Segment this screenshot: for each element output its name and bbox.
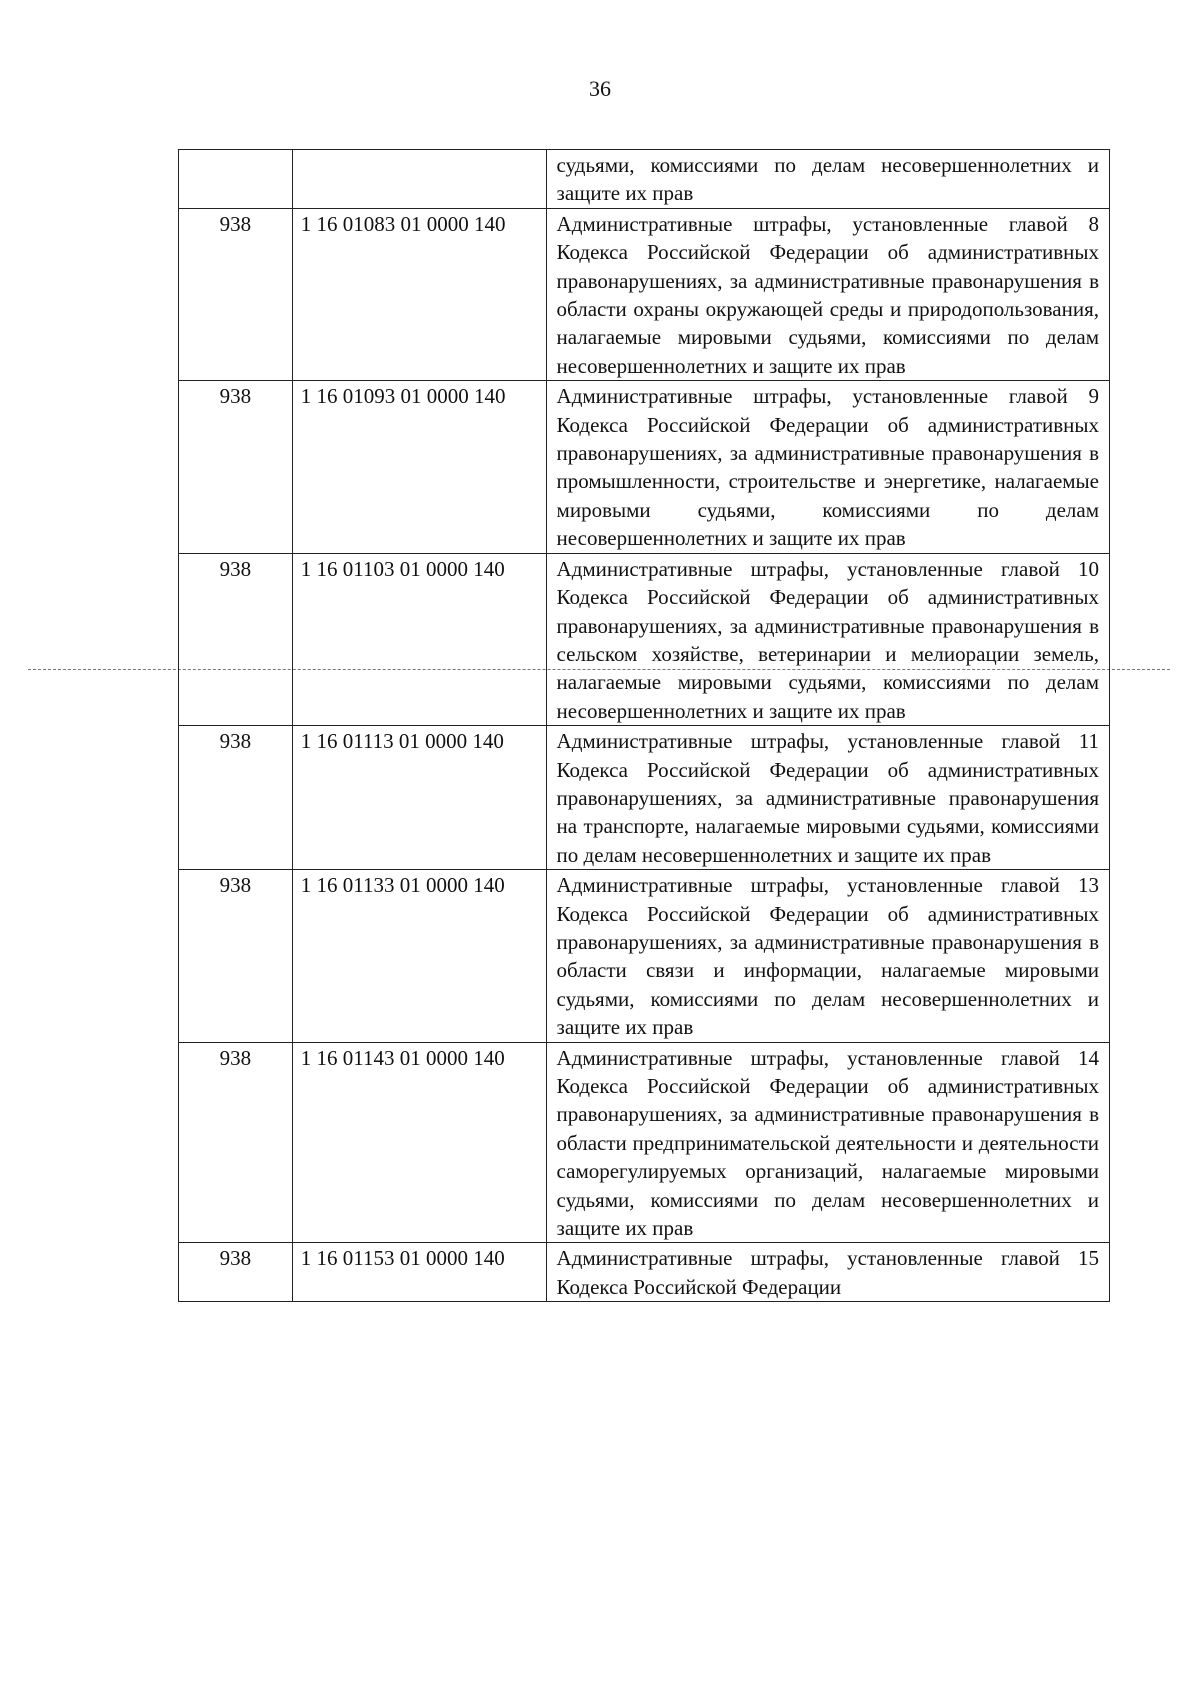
budget-code-cell: 1 16 01093 01 0000 140 — [292, 381, 546, 553]
description-cell — [546, 208, 1109, 380]
budget-code-cell: 1 16 01133 01 0000 140 — [292, 870, 546, 1042]
admin-code-cell: 938 — [179, 381, 293, 553]
budget-code-cell: 1 16 01103 01 0000 140 — [292, 553, 546, 725]
description-text: Административные штрафы, установленные главой 10 Кодекса Российской Федерации об административных правонарушениях, за административные правонарушения в сельском хозяйстве, ветеринарии и мелиорации земель, налагаемые мировыми судьями, комиссиями по делам несовершеннолетних и защите их прав — [556, 556, 1099, 723]
table-row — [179, 1042, 1110, 1243]
description-text: Административные штрафы, установленные главой 15 Кодекса Российской Федерации — [556, 1246, 1099, 1299]
description-cell — [546, 1042, 1109, 1243]
description-text: Административные штрафы, установленные главой 8 Кодекса Российской Федерации об административных правонарушениях, за административные правонарушения в области охраны окружающей среды и природопользования, налагаемые мировыми судьями, комиссиями по делам несовершеннолетних и защите их прав — [556, 211, 1099, 378]
budget-code-cell: 1 16 01113 01 0000 140 — [292, 726, 546, 870]
revenue-codes-table — [178, 149, 1110, 1302]
description-cell — [546, 1243, 1109, 1302]
table-row — [179, 870, 1110, 1042]
table-row — [179, 1243, 1110, 1302]
description-text: судьями, комиссиями по делам несовершеннолетних и защите их прав — [556, 153, 1099, 206]
admin-code-cell: 938 — [179, 208, 293, 380]
page-number: 36 — [589, 76, 611, 101]
description-text: Административные штрафы, установленные главой 14 Кодекса Российской Федерации об административных правонарушениях, за административные правонарушения в области предпринимательской деятельности и деятельности саморегулируемых организаций, налагаемые мировыми судьями, комиссиями по делам несовершеннолетних и защите их прав — [556, 1045, 1099, 1241]
budget-code-cell: 1 16 01153 01 0000 140 — [292, 1243, 546, 1302]
description-cell — [546, 381, 1109, 553]
description-text: Административные штрафы, установленные главой 13 Кодекса Российской Федерации об административных правонарушениях, за административные правонарушения в области связи и информации, налагаемые мировыми судьями, комиссиями по делам несовершеннолетних и защите их прав — [556, 873, 1099, 1040]
table-row — [179, 726, 1110, 870]
admin-code-cell: 938 — [179, 553, 293, 725]
description-text: Административные штрафы, установленные главой 11 Кодекса Российской Федерации об административных правонарушениях, за административные правонарушения на транспорте, налагаемые мировыми судьями, комиссиями по делам несовершеннолетних и защите их прав — [556, 729, 1099, 867]
admin-code-cell: 938 — [179, 1243, 293, 1302]
admin-code-cell: 938 — [179, 726, 293, 870]
table-row — [179, 208, 1110, 380]
admin-code-cell: 938 — [179, 870, 293, 1042]
budget-code-cell — [292, 150, 546, 209]
admin-code-cell: 938 — [179, 1042, 293, 1243]
table-row — [179, 381, 1110, 553]
description-text: Административные штрафы, установленные главой 9 Кодекса Российской Федерации об административных правонарушениях, за административные правонарушения в промышленности, строительстве и энергетике, налагаемые мировыми судьями, комиссиями по делам несовершеннолетних и защите их прав — [556, 384, 1099, 551]
budget-code-cell: 1 16 01143 01 0000 140 — [292, 1042, 546, 1243]
table-row — [179, 553, 1110, 725]
description-cell — [546, 870, 1109, 1042]
table-row — [179, 150, 1110, 209]
budget-code-cell: 1 16 01083 01 0000 140 — [292, 208, 546, 380]
admin-code-cell — [179, 150, 293, 209]
description-cell — [546, 553, 1109, 725]
description-cell — [546, 150, 1109, 209]
description-cell — [546, 726, 1109, 870]
